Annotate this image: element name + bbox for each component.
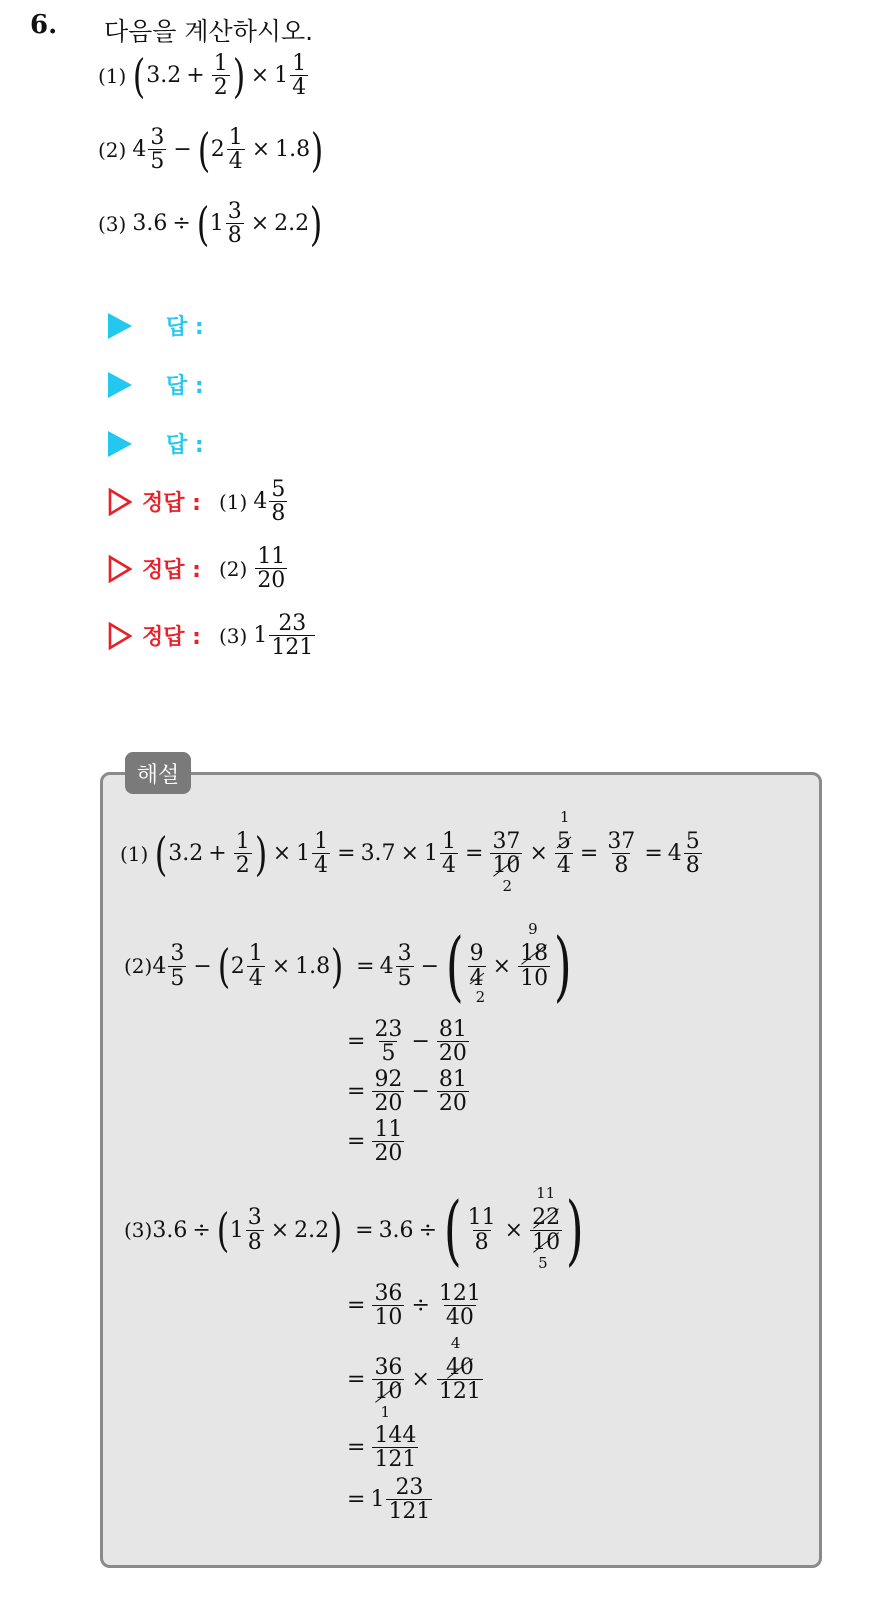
correct-answer-value: (1) 4 $\frac{5}{8}$ bbox=[218, 477, 286, 527]
explanation-step-3-line-2: = $\frac{36}{10}$ ÷ $\frac{121}{40}$ bbox=[347, 1281, 481, 1331]
correct-answer-label: 정답 : bbox=[142, 491, 201, 517]
value: 2.2 bbox=[274, 211, 310, 237]
fraction: $\frac{3}{5}$ bbox=[150, 125, 165, 175]
value: 1.8 bbox=[275, 137, 311, 163]
left-paren: ( bbox=[197, 122, 211, 177]
answer-label: 답 : bbox=[166, 315, 204, 340]
right-paren: ) bbox=[232, 48, 245, 103]
divide-sign: ÷ bbox=[172, 211, 191, 237]
explanation-step-3-line-3: = 36 10 1 × 4 40 121 bbox=[347, 1334, 481, 1422]
problem-1 bbox=[98, 48, 310, 103]
whole-part: 2 bbox=[210, 137, 225, 163]
right-paren: ) bbox=[309, 196, 323, 251]
correct-answer-value: (2) $\frac{11}{20}$ bbox=[218, 544, 286, 594]
fraction: $\frac{3}{8}$ bbox=[227, 199, 242, 249]
problem-label: (2) bbox=[98, 137, 127, 162]
explanation-step-3-line-4: = $\frac{144}{121}$ bbox=[347, 1423, 417, 1473]
times-sign: × bbox=[250, 211, 270, 237]
right-paren: ) bbox=[310, 122, 324, 177]
play-arrow-icon bbox=[108, 313, 132, 339]
explanation-step-2-line-4: = $\frac{11}{20}$ bbox=[347, 1117, 403, 1167]
whole-part: 4 bbox=[132, 137, 147, 163]
correct-answer-label: 정답 : bbox=[142, 558, 201, 584]
answer-blank-3[interactable] bbox=[108, 428, 204, 459]
explanation-step-2-line-3: = $\frac{92}{20}$ − $\frac{81}{20}$ bbox=[347, 1067, 467, 1117]
explanation-step-3-line-5: = 1 $\frac{23}{121}$ bbox=[347, 1475, 431, 1525]
correct-answer-2 bbox=[108, 545, 289, 592]
fraction: $\frac{1}{2}$ bbox=[213, 51, 228, 101]
question-number: 6. bbox=[30, 10, 58, 40]
step-label: (2) bbox=[124, 954, 153, 978]
value: 3.6 bbox=[132, 211, 168, 237]
explanation-box bbox=[100, 772, 822, 1568]
correct-answer-label: 정답 : bbox=[142, 625, 201, 651]
explanation-step-1: (1) ( 3.2 + $\frac{1}{2}$ ) × 1 $\frac{1}{4}$ = 3.7 × 1 $\frac{1}{4}$ = 37 10 2 × 1 5 4 = $\frac{37}{8}$ = 4 $\frac{5}{8}$ bbox=[120, 808, 700, 896]
left-paren: ( bbox=[196, 196, 210, 251]
problem-label: (1) bbox=[98, 63, 127, 88]
step-label: (1) bbox=[120, 841, 149, 866]
correct-answer-3 bbox=[108, 612, 317, 659]
step-label: (3) bbox=[124, 1218, 153, 1242]
explanation-step-3-line-1: (3) 3.6 ÷ ( 1 $\frac{3}{8}$ × 2.2 ) = 3.6 ÷ ( $\frac{11}{8}$ × 11 22 10 5 ) bbox=[124, 1184, 584, 1274]
whole-part: 1 bbox=[274, 63, 289, 89]
times-sign: × bbox=[250, 63, 270, 89]
outline-triangle-icon bbox=[108, 555, 132, 583]
outline-triangle-icon bbox=[108, 488, 132, 516]
answer-blank-1[interactable] bbox=[108, 310, 204, 341]
answer-blank-2[interactable] bbox=[108, 369, 204, 400]
times-sign: × bbox=[251, 137, 271, 163]
left-paren: ( bbox=[133, 48, 146, 103]
problem-label: (3) bbox=[98, 211, 127, 236]
outline-triangle-icon bbox=[108, 622, 132, 650]
problem-2 bbox=[98, 122, 324, 177]
explanation-step-2-line-1: (2) 4 $\frac{3}{5}$ − ( 2 $\frac{1}{4}$ × 1.8 ) = 4 $\frac{3}{5}$ − ( 9 4 2 × 9 18 10 ) bbox=[124, 920, 572, 1010]
whole-part: 1 bbox=[209, 211, 224, 237]
explanation-tag: 해설 bbox=[125, 752, 191, 794]
answer-label: 답 : bbox=[166, 433, 204, 458]
correct-answer-value: (3) 1 $\frac{23}{121}$ bbox=[218, 611, 314, 661]
answer-label: 답 : bbox=[166, 374, 204, 399]
correct-answer-1 bbox=[108, 478, 289, 525]
play-arrow-icon bbox=[108, 431, 132, 457]
fraction: $\frac{1}{4}$ bbox=[228, 125, 243, 175]
plus-sign: + bbox=[186, 63, 205, 89]
value: 3.2 bbox=[146, 63, 182, 89]
question-instruction: 다음을 계산하시오. bbox=[104, 17, 314, 46]
minus-sign: − bbox=[173, 137, 192, 163]
explanation-step-2-line-2: = $\frac{23}{5}$ − $\frac{81}{20}$ bbox=[347, 1017, 467, 1067]
problem-3 bbox=[98, 196, 323, 251]
fraction: $\frac{1}{4}$ bbox=[292, 51, 307, 101]
play-arrow-icon bbox=[108, 372, 132, 398]
